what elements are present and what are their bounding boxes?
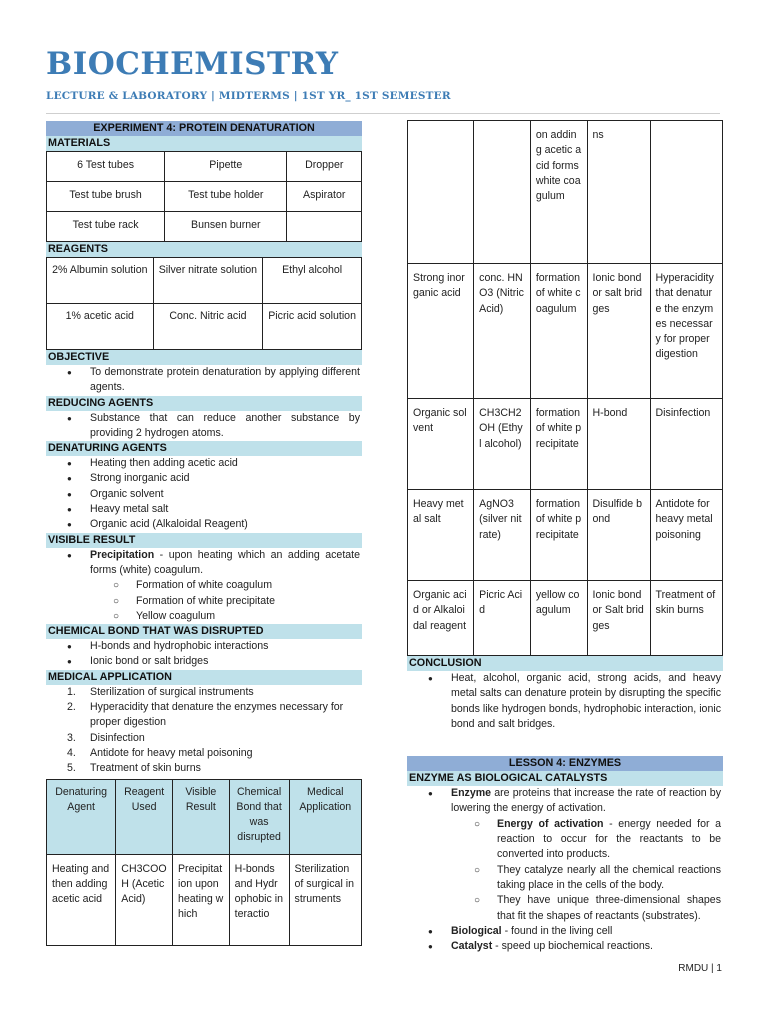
- sub-list-item: ○ Formation of white precipitate: [46, 594, 362, 609]
- table-cell: 6 Test tubes: [47, 152, 165, 182]
- visible-list: [46, 548, 362, 624]
- list-item: ● Ionic bond or salt bridges: [46, 654, 362, 669]
- table-row: [47, 304, 362, 350]
- table-cell: CH3CH2OH (Ethyl alcohol): [474, 399, 531, 490]
- column-header: Visible Result: [172, 779, 229, 854]
- table-cell: H-bond: [587, 399, 650, 490]
- denaturing-agents-heading: DENATURING AGENTS: [46, 441, 362, 456]
- chemical-bond-heading: CHEMICAL BOND THAT WAS DISRUPTED: [46, 624, 362, 639]
- sub-list-item: [407, 817, 723, 863]
- table-cell: Antidote for heavy metal poisoning: [650, 490, 722, 581]
- enzyme-catalysts-heading: ENZYME AS BIOLOGICAL CATALYSTS: [407, 771, 723, 786]
- bold-term: Energy of activation: [497, 817, 604, 830]
- table-cell: Organic acid or Alkaloidal reagent: [408, 581, 474, 656]
- conclusion-heading: CONCLUSION: [407, 656, 723, 671]
- table-cell: Bunsen burner: [165, 212, 287, 242]
- table-cell: Hyperacidity that denature the enzymes necessary for proper digestion: [650, 264, 722, 399]
- table-row: [47, 212, 362, 242]
- numbered-item: [46, 685, 362, 700]
- conclusion-list: [407, 671, 723, 732]
- materials-table: [46, 151, 362, 242]
- page-footer: RMDU | 1: [678, 963, 722, 974]
- table-cell: Test tube rack: [47, 212, 165, 242]
- table-cell: [408, 121, 474, 264]
- table-cell: AgNO3 (silver nitrate): [474, 490, 531, 581]
- table-cell: 1% acetic acid: [47, 304, 154, 350]
- list-item: ● Heating then adding acetic acid: [46, 456, 362, 471]
- medical-application-heading: MEDICAL APPLICATION: [46, 670, 362, 685]
- list-item: ● To demonstrate protein denaturation by applying different agents.: [46, 365, 362, 396]
- left-column: [46, 121, 362, 946]
- page-subtitle: LECTURE & LABORATORY | MIDTERMS | 1ST YR_ 1ST SEMESTER: [46, 90, 451, 102]
- table-cell: Dropper: [287, 152, 362, 182]
- sub-list-item: ○ Formation of white coagulum: [46, 578, 362, 593]
- table-cell: 2% Albumin solution: [47, 258, 154, 304]
- reagents-table: [46, 257, 362, 350]
- page-title: BIOCHEMISTRY: [46, 46, 339, 82]
- list-item: ● H-bonds and hydrophobic interactions: [46, 639, 362, 654]
- table-cell: Test tube holder: [165, 182, 287, 212]
- item-number: 1.: [67, 685, 76, 698]
- table-cell: [474, 121, 531, 264]
- item-text: Treatment of skin burns: [90, 762, 201, 775]
- table-cell: [287, 212, 362, 242]
- table-cell: Strong inorganic acid: [408, 264, 474, 399]
- objective-list: [46, 365, 362, 396]
- table-cell: H-bonds and Hydrophobic interactio: [229, 854, 289, 945]
- list-text: - speed up biochemical reactions.: [492, 940, 653, 953]
- numbered-item: [46, 761, 362, 776]
- table-row: [408, 264, 723, 399]
- item-number: 3.: [67, 731, 76, 744]
- list-text: - upon heating which an adding acetate forms (white) coagulum.: [90, 548, 360, 576]
- list-item: ● Organic solvent: [46, 487, 362, 502]
- table-cell: Organic solvent: [408, 399, 474, 490]
- list-item: [407, 786, 723, 817]
- bold-term: Enzyme: [451, 787, 492, 800]
- list-text: - energy needed for a reaction to occur for the reactants to be converted into products.: [497, 817, 721, 861]
- table-cell: ns: [587, 121, 650, 264]
- table-cell: Disinfection: [650, 399, 722, 490]
- table-row: [408, 490, 723, 581]
- table-header-row: [47, 779, 362, 854]
- item-text: Sterilization of surgical instruments: [90, 685, 254, 698]
- table-cell: Treatment of skin burns: [650, 581, 722, 656]
- table-cell: Heating and then adding acetic acid: [47, 854, 116, 945]
- column-header: Medical Application: [289, 779, 361, 854]
- item-number: 4.: [67, 746, 76, 759]
- bond-list: [46, 639, 362, 670]
- list-text: are proteins that increase the rate of reaction by lowering the energy of activation.: [451, 787, 721, 815]
- list-text: - found in the living cell: [501, 924, 613, 937]
- table-cell: Aspirator: [287, 182, 362, 212]
- numbered-item: [46, 700, 362, 731]
- table-row: [47, 182, 362, 212]
- table-cell: Precipitation upon heating which: [172, 854, 229, 945]
- table-cell: Ionic bond or Salt bridges: [587, 581, 650, 656]
- experiment-title: EXPERIMENT 4: PROTEIN DENATURATION: [46, 121, 362, 136]
- list-item: ● Heavy metal salt: [46, 502, 362, 517]
- item-text: Antidote for heavy metal poisoning: [90, 746, 253, 759]
- table-cell: Test tube brush: [47, 182, 165, 212]
- table-cell: Picric acid solution: [263, 304, 362, 350]
- column-header: Chemical Bond that was disrupted: [229, 779, 289, 854]
- table-cell: Ionic bond or salt bridges: [587, 264, 650, 399]
- table-cell: Ethyl alcohol: [263, 258, 362, 304]
- table-cell: formation of white precipitate: [530, 399, 587, 490]
- table-cell: yellow coagulum: [530, 581, 587, 656]
- materials-heading: MATERIALS: [46, 136, 362, 151]
- medical-list: [46, 685, 362, 777]
- table-row: [47, 152, 362, 182]
- item-number: 5.: [67, 762, 76, 775]
- table-row: [408, 121, 723, 264]
- bold-term: Precipitation: [90, 548, 155, 561]
- table-cell: Pipette: [165, 152, 287, 182]
- table-row: [408, 399, 723, 490]
- table-cell: Conc. Nitric acid: [153, 304, 263, 350]
- table-cell: formation of white coagulum: [530, 264, 587, 399]
- sub-list-item: ○ They catalyze nearly all the chemical reactions taking place in the cells of the body.: [407, 863, 723, 894]
- table-row: [408, 581, 723, 656]
- item-number: 2.: [67, 701, 76, 714]
- numbered-item: [46, 746, 362, 761]
- list-item: ● Heat, alcohol, organic acid, strong acids, and heavy metal salts can denature protein by disrupting the specific bonds like hydrogen bonds, hydrophobic interaction, ionic bond and salt bridges.: [407, 671, 723, 732]
- header-divider: [46, 113, 720, 114]
- item-text: Hyperacidity that denature the enzymes necessary for proper digestion: [90, 701, 344, 729]
- sub-list-item: ○ They have unique three-dimensional shapes that fit the shapes of reactants (substrates).: [407, 893, 723, 924]
- table-cell: CH3COOH (Acetic Acid): [116, 854, 173, 945]
- table-cell: Disulfide bond: [587, 490, 650, 581]
- bold-term: Biological: [451, 924, 502, 937]
- table-cell: Heavy metal salt: [408, 490, 474, 581]
- objective-heading: OBJECTIVE: [46, 350, 362, 365]
- lesson-title: LESSON 4: ENZYMES: [407, 756, 723, 771]
- list-item: [46, 548, 362, 579]
- list-item: [407, 939, 723, 954]
- right-column: [407, 120, 723, 954]
- numbered-item: [46, 731, 362, 746]
- list-item: [407, 924, 723, 939]
- table-cell: formation of white precipitate: [530, 490, 587, 581]
- table-cell: [650, 121, 722, 264]
- sub-list-item: ○ Yellow coagulum: [46, 609, 362, 624]
- visible-result-heading: VISIBLE RESULT: [46, 533, 362, 548]
- column-header: Denaturing Agent: [47, 779, 116, 854]
- spacer: [407, 732, 723, 756]
- summary-table-part2: [407, 120, 723, 656]
- table-cell: Sterilization of surgical instruments: [289, 854, 361, 945]
- table-cell: Picric Acid: [474, 581, 531, 656]
- bold-term: Catalyst: [451, 940, 493, 953]
- denaturing-list: [46, 456, 362, 532]
- enzyme-list: [407, 786, 723, 954]
- item-text: Disinfection: [90, 731, 145, 744]
- summary-table-part1: [46, 779, 362, 946]
- column-header: Reagent Used: [116, 779, 173, 854]
- table-cell: Silver nitrate solution: [153, 258, 263, 304]
- list-item: ● Organic acid (Alkaloidal Reagent): [46, 517, 362, 532]
- table-row: [47, 258, 362, 304]
- table-cell: conc. HNO3 (Nitric Acid): [474, 264, 531, 399]
- reducing-agents-heading: REDUCING AGENTS: [46, 396, 362, 411]
- table-cell: on adding acetic acid forms white coagulum: [530, 121, 587, 264]
- reagents-heading: REAGENTS: [46, 242, 362, 257]
- list-item: ● Strong inorganic acid: [46, 471, 362, 486]
- reducing-list: [46, 411, 362, 442]
- list-item: ● Substance that can reduce another substance by providing 2 hydrogen atoms.: [46, 411, 362, 442]
- table-row: [47, 854, 362, 945]
